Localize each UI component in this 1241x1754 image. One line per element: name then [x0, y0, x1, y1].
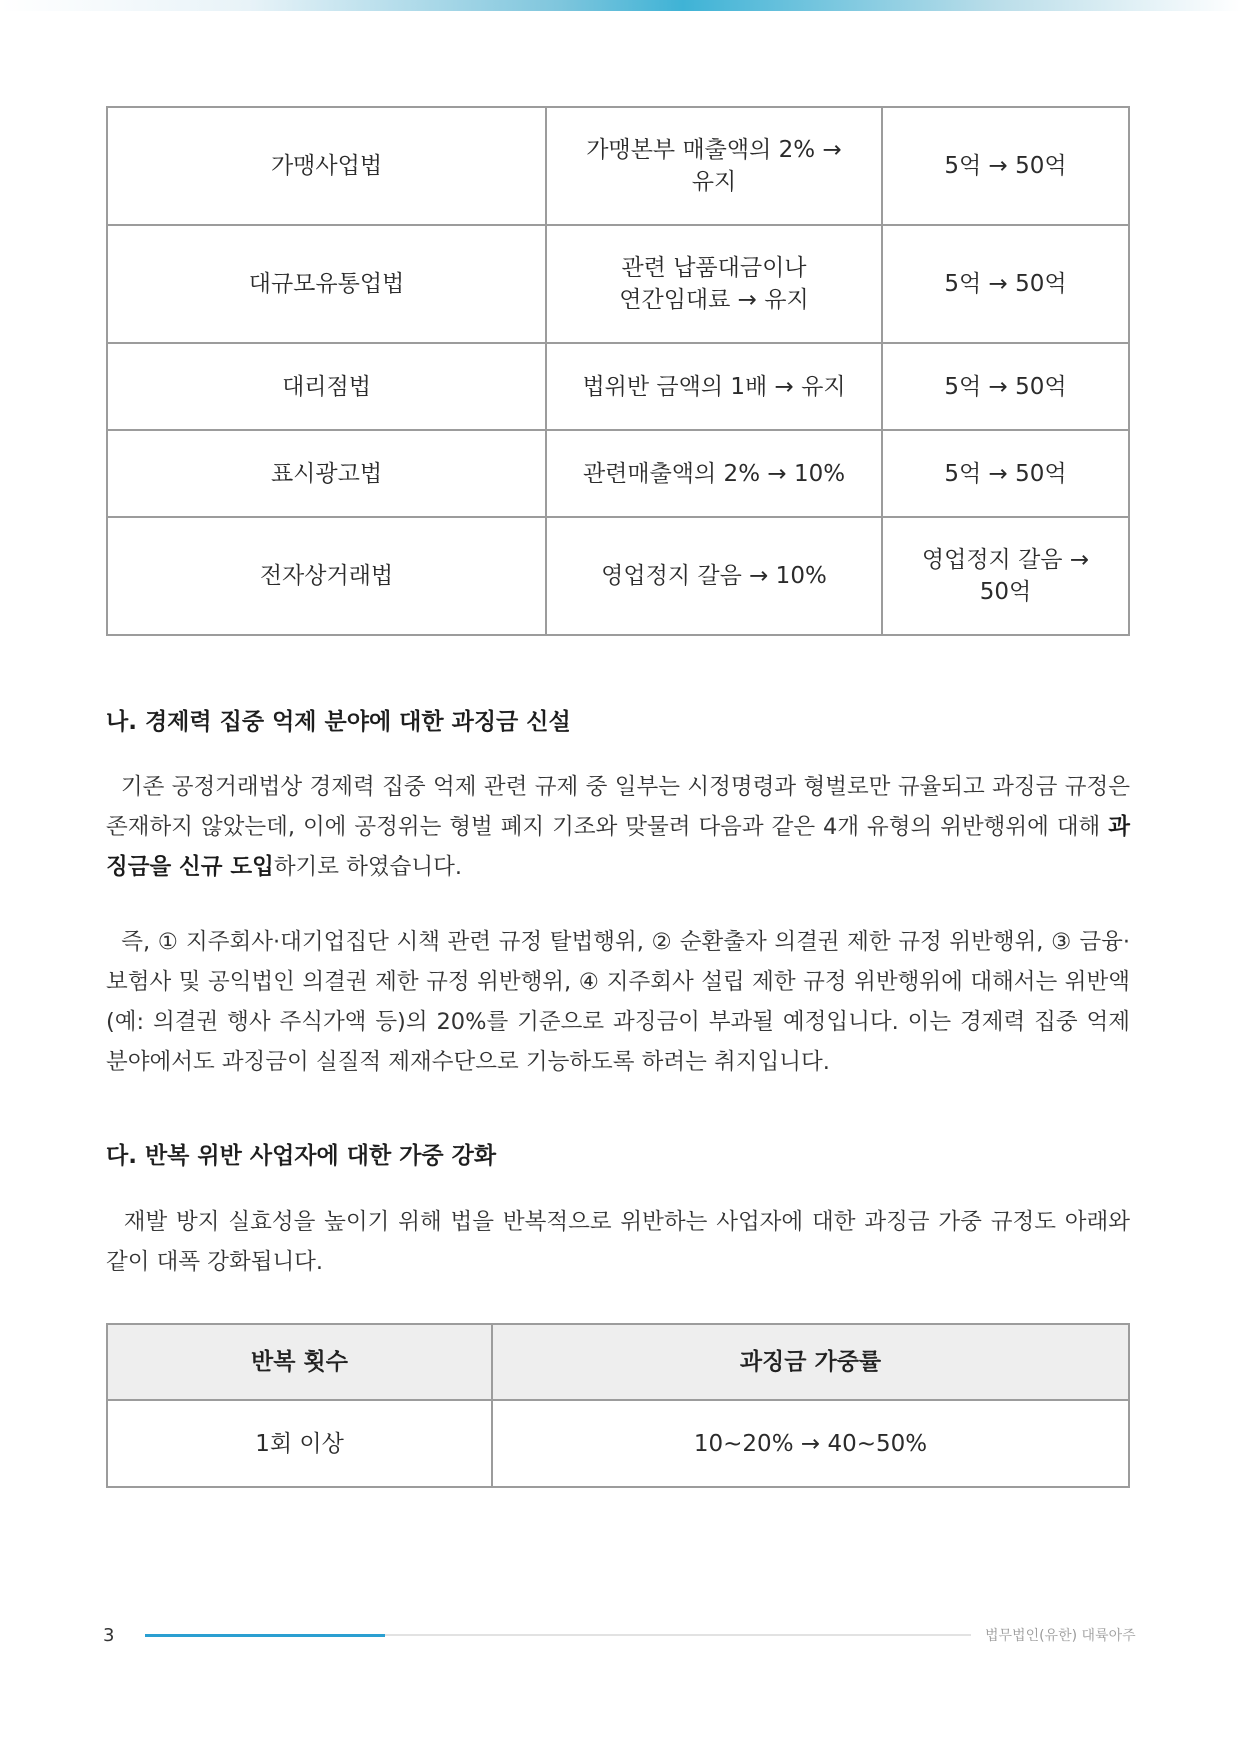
penalty-basis-cell: 가맹본부 매출액의 2% → 유지 — [546, 107, 882, 225]
section-heading-da: 다. 반복 위반 사업자에 대한 가중 강화 — [106, 1143, 497, 1169]
table-row — [107, 517, 1129, 635]
table-row — [107, 430, 1129, 517]
table-row — [107, 1400, 1129, 1487]
penalty-basis-cell: 관련 납품대금이나 연간임대료 → 유지 — [546, 225, 882, 343]
fixed-penalty-cell: 영업정지 갈음 → 50억 — [882, 517, 1129, 635]
footer-divider — [145, 1634, 971, 1636]
fixed-penalty-cell: 5억 → 50억 — [882, 225, 1129, 343]
law-name-cell: 표시광고법 — [107, 430, 546, 517]
law-name-cell: 대규모유통업법 — [107, 225, 546, 343]
footer-divider-accent — [145, 1634, 385, 1637]
penalty-basis-cell: 법위반 금액의 1배 → 유지 — [546, 343, 882, 430]
footer-firm-name: 법무법인(유한) 대륙아주 — [985, 1628, 1136, 1644]
table-row — [107, 225, 1129, 343]
repeat-count-cell: 1회 이상 — [107, 1400, 492, 1487]
body-paragraph: 기존 공정거래법상 경제력 집중 억제 관련 규제 중 일부는 시정명령과 형벌로만 규율되고 과징금 규정은 존재하지 않았는데, 이에 공정위는 형벌 폐지 기조와 맞물려 다음과 같은 4개 유형의 위반행위에 대해 과징금을 신규 도입하기로 하였습니다. — [106, 774, 1130, 880]
body-paragraph: 재발 방지 실효성을 높이기 위해 법을 반복적으로 위반하는 사업자에 대한 과징금 가중 규정도 아래와 같이 대폭 강화됩니다. — [106, 1209, 1130, 1275]
penalty-basis-cell: 관련매출액의 2% → 10% — [546, 430, 882, 517]
column-header-rate: 과징금 가중률 — [492, 1324, 1129, 1400]
law-name-cell: 가맹사업법 — [107, 107, 546, 225]
fixed-penalty-cell: 5억 → 50억 — [882, 430, 1129, 517]
section-heading-na: 나. 경제력 집중 억제 분야에 대한 과징금 신설 — [106, 709, 571, 735]
page-number: 3 — [103, 1625, 115, 1646]
surcharge-rate-cell: 10~20% → 40~50% — [492, 1400, 1129, 1487]
emphasis-text: 과징금을 신규 도입 — [106, 814, 1130, 880]
table-row — [107, 343, 1129, 430]
top-gradient-bar — [0, 0, 1241, 11]
table-header-row — [107, 1324, 1129, 1400]
repeat-violation-table — [106, 1323, 1130, 1488]
penalty-basis-cell: 영업정지 갈음 → 10% — [546, 517, 882, 635]
table-row — [107, 107, 1129, 225]
fixed-penalty-cell: 5억 → 50억 — [882, 343, 1129, 430]
penalty-limit-table — [106, 106, 1130, 636]
body-paragraph: 즉, ① 지주회사·대기업집단 시책 관련 규정 탈법행위, ② 순환출자 의결권 제한 규정 위반행위, ③ 금융·보험사 및 공익법인 의결권 제한 규정 위반행위, ④ 지주회사 설립 제한 규정 위반행위에 대해서는 위반액(예: 의결권 행사 주식가액 등)의 20%를 기준으로 과징금이 부과될 예정입니다. 이는 경제력 집중 억제 분야에서도 과징금이 실질적 제재수단으로 기능하도록 하려는 취지입니다. — [106, 929, 1130, 1075]
column-header-count: 반복 횟수 — [107, 1324, 492, 1400]
law-name-cell: 전자상거래법 — [107, 517, 546, 635]
fixed-penalty-cell: 5억 → 50억 — [882, 107, 1129, 225]
law-name-cell: 대리점법 — [107, 343, 546, 430]
